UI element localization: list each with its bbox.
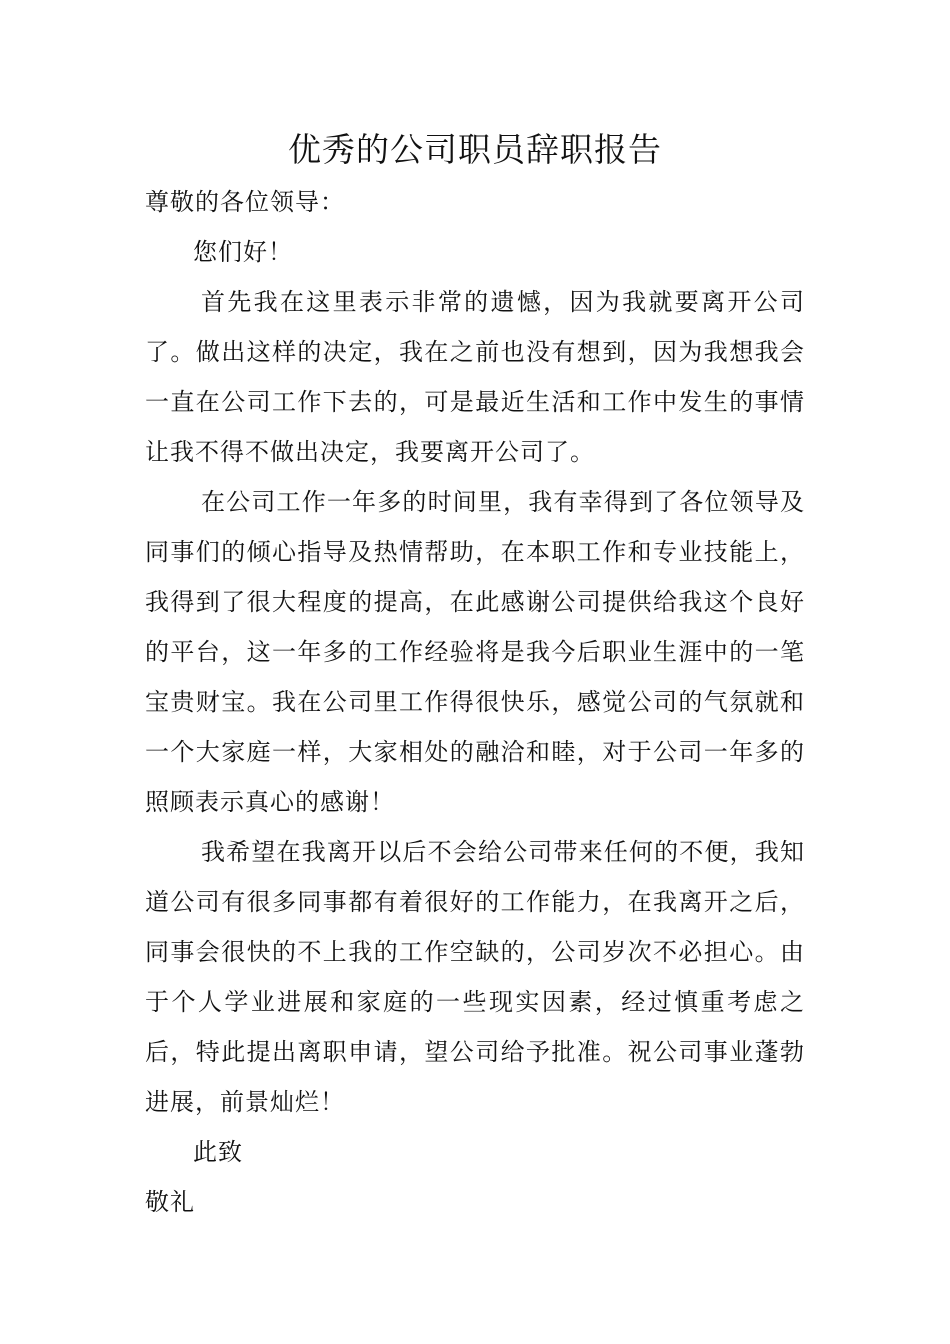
paragraph-3: 我希望在我离开以后不会给公司带来任何的不便，我知道公司有很多同事都有着很好的工作能力，在我离开之后，同事会很快的不上我的工作空缺的，公司岁次不必担心。由于个人学业进展和家庭的一些现实因素，经过慎重考虑之后，特此提出离职申请，望公司给予批准。祝公司事业蓬勃进展，前景灿烂！ (145, 838, 805, 1116)
paragraph-1: 首先我在这里表示非常的遗憾，因为我就要离开公司了。做出这样的决定，我在之前也没有想到，因为我想我会一直在公司工作下去的，可是最近生活和工作中发生的事情让我不得不做出决定，我要离开公司了。 (145, 288, 805, 466)
greeting: 您们好！ (193, 238, 293, 266)
salutation: 尊敬的各位领导： (145, 188, 345, 216)
closing: 此致 (193, 1138, 243, 1166)
document-title: 优秀的公司职员辞职报告 (288, 130, 662, 169)
regards: 敬礼 (145, 1188, 195, 1216)
document-body (145, 177, 805, 1227)
paragraph-2: 在公司工作一年多的时间里，我有幸得到了各位领导及同事们的倾心指导及热情帮助，在本职工作和专业技能上，我得到了很大程度的提高，在此感谢公司提供给我这个良好的平台，这一年多的工作经验将是我今后职业生涯中的一笔宝贵财宝。我在公司里工作得很快乐，感觉公司的气氛就和一个大家庭一样，大家相处的融洽和睦，对于公司一年多的照顾表示真心的感谢！ (145, 488, 805, 816)
